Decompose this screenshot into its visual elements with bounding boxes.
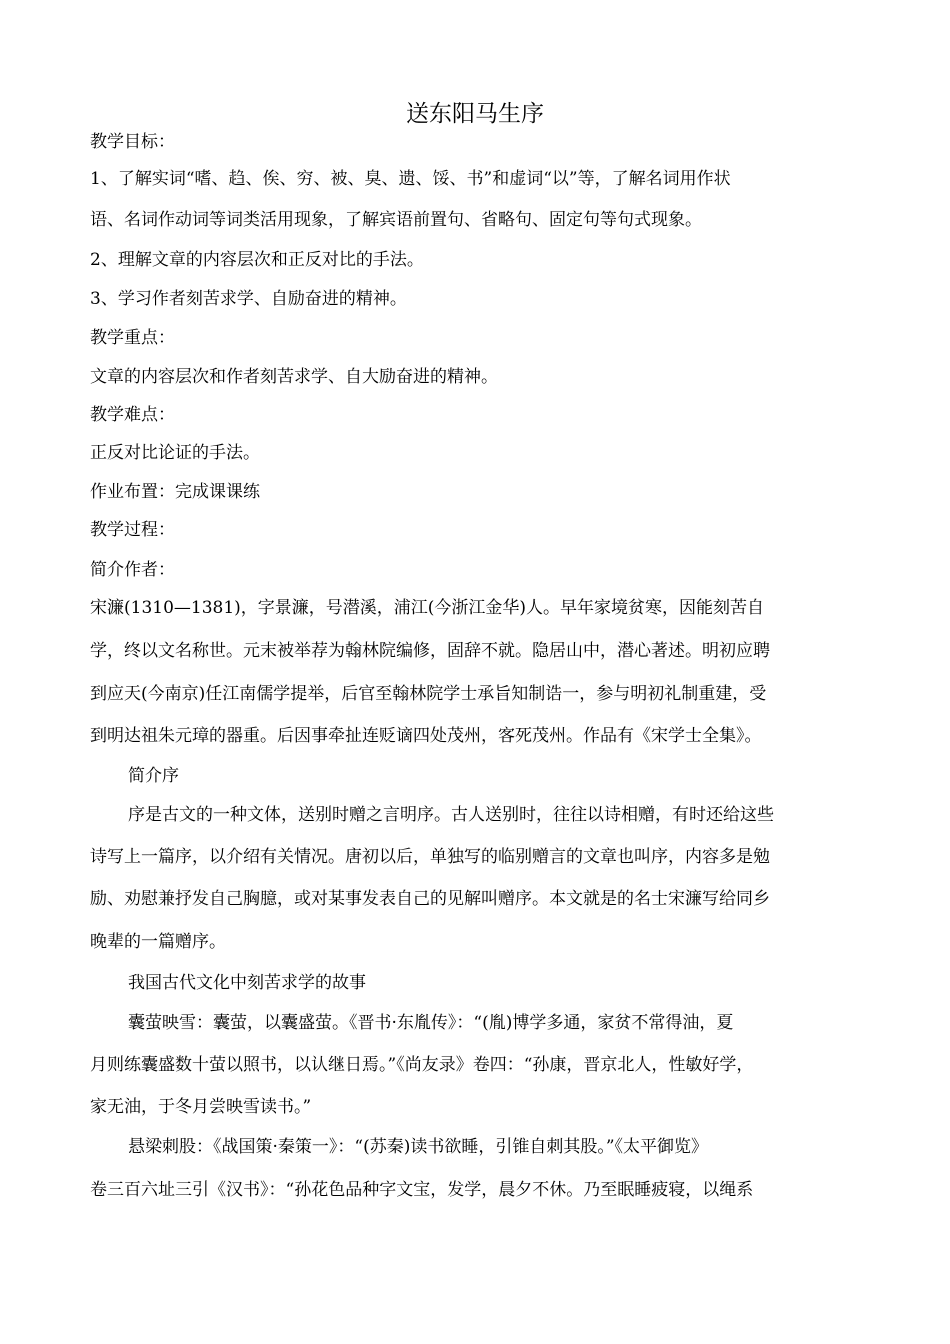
preface-para-line-1: 序是古文的一种文体，送别时赠之言明序。古人送别时，往往以诗相赠，有时还给这些 (128, 805, 774, 825)
story-1-line-2: 月则练囊盛数十萤以照书，以认继日焉。”《尚友录》卷四：“孙康，晋京北人，性敏好学， (90, 1055, 754, 1075)
preface-para-line-2: 诗写上一篇序，以介绍有关情况。唐初以后，单独写的临别赠言的文章也叫序，内容多是勉 (90, 847, 770, 867)
author-para-line-3: 到应天(今南京)任江南儒学提举，后官至翰林院学士承旨知制诰一，参与明初礼制重建，受 (90, 684, 767, 704)
key-points-text: 文章的内容层次和作者刻苦求学、自大励奋进的精神。 (90, 367, 498, 387)
story-2-line-1: 悬梁刺股：《战国策·秦策一》：“(苏秦)读书欲睡，引锥自刺其股。”《太平御览》 (128, 1137, 709, 1157)
goal-3: 3、学习作者刻苦求学、自励奋进的精神。 (90, 289, 407, 309)
goal-1-line-2: 语、名词作动词等词类活用现象，了解宾语前置句、省略句、固定句等句式现象。 (90, 210, 702, 230)
document-title: 送东阳马生序 (406, 101, 544, 127)
difficulties-text: 正反对比论证的手法。 (90, 443, 260, 463)
author-para-line-1: 宋濂(1310—1381)，字景濂，号潜溪，浦江(今浙江金华)人。早年家境贫寒，因能刻苦自 (90, 598, 765, 618)
heading-process: 教学过程： (90, 520, 175, 540)
story-1-line-1: 囊萤映雪：囊萤，以囊盛萤。《晋书·东胤传》：“(胤)博学多通，家贫不常得油，夏 (128, 1013, 734, 1033)
heading-difficulties: 教学难点： (90, 405, 175, 425)
heading-key-points: 教学重点： (90, 328, 175, 348)
heading-author: 简介作者： (90, 560, 175, 580)
goal-1-line-1: 1、了解实词“嗜、趋、俟、穷、被、臭、遗、馁、书”和虚词“以”等，了解名词用作状 (90, 169, 731, 189)
story-2-line-2: 卷三百六址三引《汉书》：“孙花色品种字文宝，发学，晨夕不休。乃至眠睡疲寝，以绳系 (90, 1180, 754, 1200)
story-1-line-3: 家无油，于冬月尝映雪读书。” (90, 1097, 312, 1117)
heading-stories: 我国古代文化中刻苦求学的故事 (128, 973, 366, 993)
homework-line: 作业布置：完成课课练 (90, 482, 260, 502)
preface-para-line-3: 励、劝慰兼抒发自己胸臆，或对某事发表自己的见解叫赠序。本文就是的名士宋濂写给同乡 (90, 889, 770, 909)
heading-goals: 教学目标： (90, 132, 175, 152)
heading-preface: 简介序 (128, 766, 179, 786)
author-para-line-2: 学，终以文名称世。元末被举荐为翰林院编修，固辞不就。隐居山中，潜心著述。明初应聘 (90, 641, 770, 661)
author-para-line-4: 到明达祖朱元璋的器重。后因事牵扯连贬谪四处茂州，客死茂州。作品有《宋学士全集》。 (90, 726, 762, 746)
goal-2: 2、理解文章的内容层次和正反对比的手法。 (90, 250, 424, 270)
preface-para-line-4: 晚辈的一篇赠序。 (90, 932, 226, 952)
